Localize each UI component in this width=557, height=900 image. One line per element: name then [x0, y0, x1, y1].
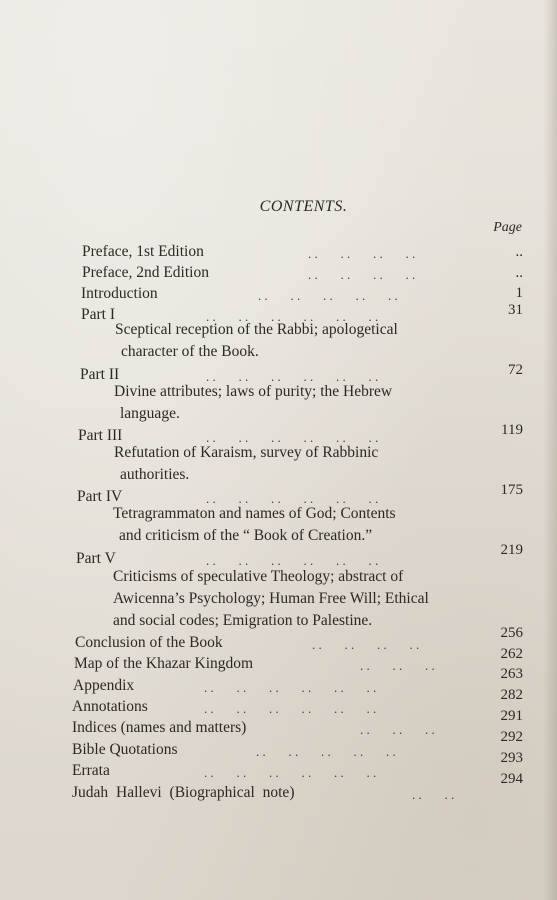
toc-entry-page: 31: [508, 302, 523, 318]
leader-dots: . . . . . . . . . . . .: [206, 430, 379, 445]
toc-entry-page: 262: [500, 646, 523, 662]
toc-entry-page: 1: [515, 285, 523, 301]
page-edge-shadow: [543, 0, 557, 900]
description-line: character of the Book.: [121, 343, 259, 360]
toc-entry-page: 293: [500, 750, 523, 766]
leader-dots: . . . . . . . . . . . .: [206, 369, 379, 384]
leader-dots: . . . . . .: [360, 722, 435, 737]
leader-dots: . . . . . . . . . .: [256, 744, 396, 759]
toc-entry-title: Part V: [76, 550, 116, 567]
description-line: Sceptical reception of the Rabbi; apologetical: [115, 321, 398, 338]
toc-entry-title: Preface, 2nd Edition: [82, 264, 209, 281]
toc-entry-page: 291: [500, 708, 523, 724]
leader-dots: . . . . . . . . . . . .: [206, 491, 379, 506]
leader-dots: . . . . . . . . . . . .: [206, 309, 379, 324]
toc-entry-page: 282: [500, 687, 523, 703]
leader-dots: . . . . . . . .: [308, 246, 416, 261]
toc-entry-title: Errata: [72, 762, 110, 779]
leader-dots: . . . . . . . .: [312, 637, 420, 652]
toc-entry-page: 119: [501, 422, 523, 438]
toc-entry-title: Judah Hallevi (Biographical note): [72, 784, 295, 801]
toc-entry-page: 294: [500, 771, 523, 787]
description-line: Divine attributes; laws of purity; the Hebrew: [114, 383, 393, 400]
toc-entry-description: [114, 381, 392, 425]
leader-dots: . . . . . . . . . . . .: [204, 680, 377, 695]
toc-entry-page: 256: [500, 625, 523, 641]
toc-entry-page: ..: [515, 265, 523, 281]
toc-entry-title: Annotations: [72, 698, 148, 715]
leader-dots: . . . . . . . . . .: [258, 288, 398, 303]
toc-entry-title: Indices (names and matters): [72, 719, 247, 736]
toc-entry-page: 292: [500, 729, 523, 745]
description-line: Criticisms of speculative Theology; abstract of: [113, 568, 404, 585]
leader-dots: . . . . . . . . . . . .: [204, 701, 377, 716]
leader-dots: . . . . . . . .: [308, 267, 416, 282]
toc-entry-title: Preface, 1st Edition: [82, 243, 204, 260]
toc-entry-page: 263: [500, 666, 523, 682]
description-line: Awicenna’s Psychology; Human Free Will; Ethical: [113, 590, 429, 607]
leader-dots: . . . .: [412, 787, 455, 802]
description-line: Tetragrammaton and names of God; Contents: [113, 505, 396, 522]
description-line: and criticism of the “ Book of Creation.”: [119, 527, 373, 544]
toc-entry-title: Bible Quotations: [72, 741, 178, 758]
page-title: CONTENTS.: [259, 198, 348, 215]
toc-entry-description: [114, 442, 378, 486]
toc-entry-title: Conclusion of the Book: [75, 634, 223, 651]
toc-entry-title: Appendix: [73, 677, 135, 694]
toc-entry-title: Part I: [81, 306, 116, 323]
toc-entry-title: Introduction: [81, 285, 158, 302]
toc-entry-title: Part II: [80, 366, 120, 383]
toc-entry-page: 175: [500, 482, 523, 498]
toc-entry-page: 72: [508, 362, 523, 378]
toc-entry-title: Part III: [78, 427, 123, 444]
description-line: and social codes; Emigration to Palestine.: [113, 612, 373, 629]
description-line: language.: [120, 405, 180, 422]
leader-dots: . . . . . . . . . . . .: [204, 765, 377, 780]
description-line: Refutation of Karaism, survey of Rabbinic: [114, 444, 379, 461]
toc-entry-description: [115, 319, 398, 363]
toc-entry-description: [113, 566, 429, 632]
leader-dots: . . . . . .: [360, 658, 435, 673]
toc-entry-description: [113, 503, 396, 547]
description-line: authorities.: [120, 466, 190, 483]
toc-entry-title: Part IV: [77, 488, 123, 505]
toc-entry-title: Map of the Khazar Kingdom: [74, 655, 254, 672]
leader-dots: . . . . . . . . . . . .: [206, 553, 379, 568]
page-column-header: Page: [493, 220, 522, 235]
toc-entry-page: ..: [515, 244, 523, 260]
toc-entry-page: 219: [500, 542, 523, 558]
